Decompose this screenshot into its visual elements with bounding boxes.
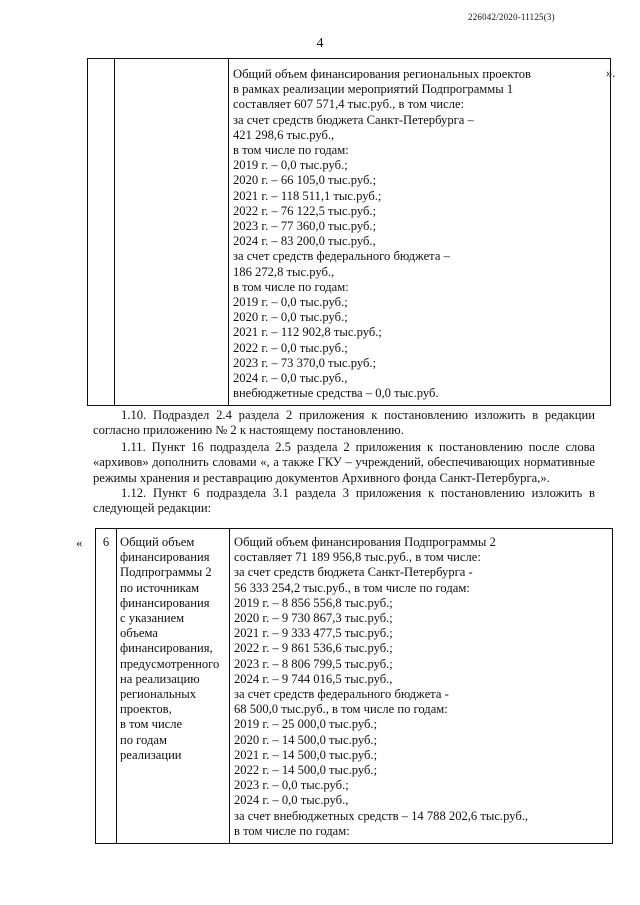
table-cell-content (229, 59, 611, 406)
closing-quote: ». (606, 66, 616, 80)
financing-line: 2019 г. – 25 000,0 тыс.руб.; (234, 717, 378, 732)
financing-line: за счет средств бюджета Санкт-Петербурга - (234, 565, 473, 580)
financing-line: 186 272,8 тыс.руб., (233, 264, 335, 279)
opening-quote: « (76, 536, 83, 550)
financing-line: 2020 г. – 14 500,0 тыс.руб.; (234, 732, 378, 747)
financing-line: за счет средств федерального бюджета – (233, 249, 450, 264)
financing-line: 2019 г. – 0,0 тыс.руб.; (233, 158, 348, 173)
financing-line: Общий объем финансирования Подпрограммы 2 (234, 535, 496, 549)
label-line: проектов, (120, 702, 172, 717)
financing-line: 68 500,0 тыс.руб., в том числе по годам: (234, 702, 448, 717)
label-line: финансирования (120, 595, 210, 610)
financing-table-subprogram-1 (87, 58, 611, 406)
financing-line: в том числе по годам: (233, 279, 349, 294)
financing-line: за счет средств федерального бюджета - (234, 687, 449, 702)
financing-line: Общий объем финансирования региональных проектов (233, 67, 531, 81)
financing-line: за счет внебюджетных средств – 14 788 202,6 тыс.руб., (234, 808, 529, 823)
paragraph-1-11: 1.11. Пункт 16 подраздела 2.5 раздела 2 приложения к постановлению после слова «архивов» дополнить словами «, а также ГКУ – учреждений, обеспечивающих нормативные режимы хранения и реставрацию документов Архивного фонда Санкт-Петербурга,». (93, 440, 595, 485)
label-line: на реализацию (120, 671, 200, 686)
financing-line: 2022 г. – 9 861 536,6 тыс.руб.; (234, 641, 393, 656)
label-line: реализации (120, 747, 182, 762)
financing-line: 2022 г. – 0,0 тыс.руб.; (233, 340, 348, 355)
financing-line: 2020 г. – 66 105,0 тыс.руб.; (233, 173, 377, 188)
table-cell-number: 6 (96, 529, 117, 844)
financing-line: 2021 г. – 118 511,1 тыс.руб.; (233, 188, 382, 203)
document-id: 226042/2020-11125(3) (468, 12, 555, 22)
financing-line: 2021 г. – 14 500,0 тыс.руб.; (234, 747, 378, 762)
financing-line: в том числе по годам: (233, 143, 349, 158)
label-line: объема (120, 626, 158, 641)
table-row (87, 529, 613, 844)
label-line: по источникам (120, 580, 200, 595)
financing-line: 2024 г. – 0,0 тыс.руб., (233, 371, 348, 386)
financing-line: внебюджетные средства – 0,0 тыс.руб. (233, 386, 439, 401)
label-line: в том числе (120, 717, 183, 732)
financing-line: 2020 г. – 9 730 867,3 тыс.руб.; (234, 611, 393, 626)
financing-line: 56 333 254,2 тыс.руб., в том числе по годам: (234, 580, 470, 595)
financing-table-subprogram-2 (87, 528, 613, 844)
financing-line: 2020 г. – 0,0 тыс.руб.; (233, 310, 348, 325)
financing-line: 2022 г. – 76 122,5 тыс.руб.; (233, 203, 377, 218)
financing-line: за счет средств бюджета Санкт-Петербурга – (233, 112, 474, 127)
financing-line: 421 298,6 тыс.руб., (233, 127, 335, 142)
financing-line: 2024 г. – 9 744 016,5 тыс.руб., (234, 671, 393, 686)
financing-line: 2021 г. – 112 902,8 тыс.руб.; (233, 325, 382, 340)
paragraph-1-10: 1.10. Подраздел 2.4 раздела 2 приложения к постановлению изложить в редакции согласно приложению № 2 к настоящему постановлению. (93, 408, 595, 438)
label-line: финансирования, (120, 641, 213, 656)
financing-line: 2023 г. – 0,0 тыс.руб.; (234, 778, 349, 793)
financing-line: 2023 г. – 73 370,0 тыс.руб.; (233, 355, 377, 370)
financing-line: 2024 г. – 0,0 тыс.руб., (234, 793, 349, 808)
financing-line: составляет 607 571,4 тыс.руб., в том числе: (233, 97, 465, 112)
label-line: региональных (120, 687, 197, 702)
table-cell-label (117, 529, 230, 844)
table-cell-number (88, 59, 115, 406)
financing-line: 2019 г. – 0,0 тыс.руб.; (233, 295, 348, 310)
label-line: финансирования (120, 550, 210, 565)
financing-line: в том числе по годам: (234, 823, 350, 838)
table-cell-label (115, 59, 229, 406)
label-line: Общий объем (120, 535, 195, 549)
table-row (88, 59, 611, 406)
financing-line: 2024 г. – 83 200,0 тыс.руб., (233, 234, 376, 249)
financing-line: 2022 г. – 14 500,0 тыс.руб.; (234, 763, 378, 778)
label-line: предусмотренного (120, 656, 220, 671)
label-line: Подпрограммы 2 (120, 565, 212, 580)
table-cell-content (230, 529, 613, 844)
paragraph-1-12: 1.12. Пункт 6 подраздела 3.1 раздела 3 приложения к постановлению изложить в следующей редакции: (93, 486, 595, 516)
financing-line: в рамках реализации мероприятий Подпрограммы 1 (233, 82, 514, 97)
page-number: 4 (316, 36, 324, 51)
label-line: с указанием (120, 611, 185, 626)
financing-line: составляет 71 189 956,8 тыс.руб., в том числе: (234, 550, 481, 565)
financing-line: 2021 г. – 9 333 477,5 тыс.руб.; (234, 626, 393, 641)
financing-line: 2023 г. – 77 360,0 тыс.руб.; (233, 219, 377, 234)
financing-line: 2019 г. – 8 856 556,8 тыс.руб.; (234, 595, 393, 610)
financing-line: 2023 г. – 8 806 799,5 тыс.руб.; (234, 656, 393, 671)
label-line: по годам (120, 732, 167, 747)
